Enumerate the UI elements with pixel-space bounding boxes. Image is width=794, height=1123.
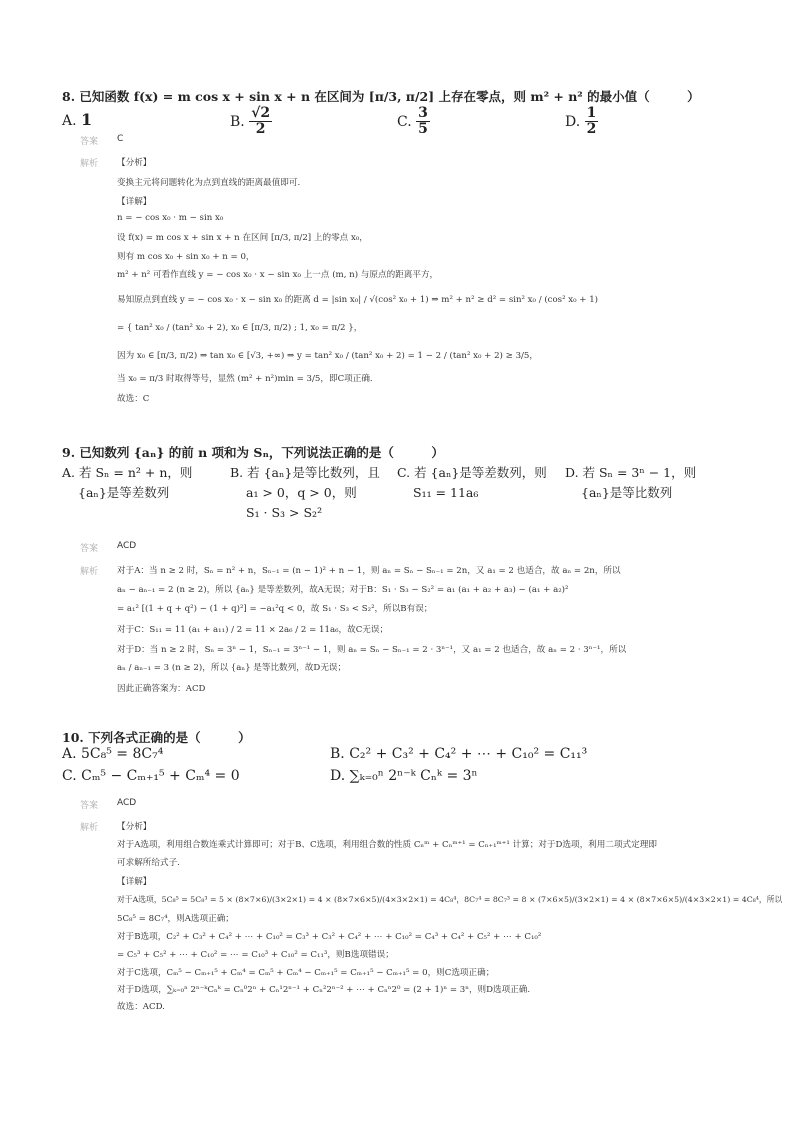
- analysis-line: 对于A选项，5C₈⁵ = 5C₈³ = 5 × (8×7×6)/(3×2×1) = 4 × (8×7×6×5)/(4×3×2×1) = 4C₈⁴，8C₇⁴ = 8C₇³ = 8 × (7×6×5)/(3×2×1) = 4 × (8×7×6×5)/(4×3×2×1) = 4C₈⁴，所以: [117, 895, 783, 904]
- option-line: A. 若 Sₙ = n² + n，则: [62, 465, 193, 480]
- analysis-line: 故选：C: [117, 394, 150, 404]
- analysis-line: 设 f(x) = m cos x + sin x + n 在区间 [π/3, π/2] 上的零点 x₀，: [117, 233, 368, 243]
- answer-label: 答案: [80, 544, 99, 554]
- fraction: [416, 106, 430, 138]
- analysis-line: 对于A：当 n ≥ 2 时，Sₙ = n² + n，Sₙ₋₁ = (n − 1)² + n − 1，则 aₙ = Sₙ − Sₙ₋₁ = 2n，又 a₁ = 2 也适合，故 aₙ = 2n，所以: [117, 566, 621, 576]
- analysis-line: m² + n² 可看作直线 y = − cos x₀ · x − sin x₀ 上一点 (m, n) 与原点的距离平方，: [117, 270, 439, 280]
- q8-option-c: [397, 106, 430, 138]
- analysis-line: 则有 m cos x₀ + sin x₀ + n = 0，: [117, 252, 255, 262]
- analysis-line: = a₁² [(1 + q + q²) − (1 + q)²] = −a₁²q < 0，故 S₁ · S₃ < S₂²，所以B有误；: [117, 604, 433, 614]
- analysis-line: 【分析】: [117, 822, 152, 832]
- fraction: [585, 106, 599, 138]
- question-8-title: 8. 已知函数 f(x) = m cos x + sin x + n 在区间为 [π/3, π/2] 上存在零点，则 m² + n² 的最小值（ ）: [62, 89, 700, 104]
- q10-option-d: D. ∑ₖ₌₀ⁿ 2ⁿ⁻ᵏ Cₙᵏ = 3ⁿ: [330, 768, 478, 784]
- numerator: 3: [418, 105, 428, 121]
- q8-option-d: [565, 106, 598, 138]
- option-label: A.: [62, 113, 82, 129]
- q9-option-c: [397, 463, 547, 503]
- answer-label: 答案: [80, 137, 99, 147]
- option-line: {aₙ}是等比数列: [581, 485, 673, 500]
- analysis-line: 可求解所给式子.: [117, 858, 180, 868]
- numerator: √2: [251, 105, 271, 121]
- analysis-line: 因为 x₀ ∈ [π/3, π/2) ⇒ tan x₀ ∈ [√3, +∞) ⇒ y = tan² x₀ / (tan² x₀ + 2) = 1 − 2 / (tan² x₀ + 2) ≥ 3/5，: [117, 351, 538, 361]
- option-label: D.: [565, 113, 585, 130]
- analysis-label: 解析: [80, 567, 99, 577]
- analysis-line: 对于C：S₁₁ = 11 (a₁ + a₁₁) / 2 = 11 × 2a₆ / 2 = 11a₆，故C无误；: [117, 625, 389, 635]
- option-value: 1: [81, 110, 93, 129]
- answer-label: 答案: [80, 801, 99, 811]
- answer-value: C: [117, 134, 124, 144]
- q9-option-a: [62, 463, 192, 503]
- option-line: a₁ > 0，q > 0，则: [246, 485, 357, 500]
- analysis-line: aₙ / aₙ₋₁ = 3 (n ≥ 2)，所以 {aₙ} 是等比数列，故D无误；: [117, 663, 347, 673]
- option-line: D. 若 Sₙ = 3ⁿ − 1，则: [565, 465, 697, 480]
- analysis-line: 对于D：当 n ≥ 2 时，Sₙ = 3ⁿ − 1，Sₙ₋₁ = 3ⁿ⁻¹ − 1，则 aₙ = Sₙ − Sₙ₋₁ = 2 · 3ⁿ⁻¹，又 a₁ = 2 也适合，故 aₙ = 2 · 3ⁿ⁻¹，所以: [117, 645, 627, 655]
- analysis-line: aₙ − aₙ₋₁ = 2 (n ≥ 2)，所以 {aₙ} 是等差数列，故A无误；对于B：S₁ · S₃ − S₂² = a₁ (a₁ + a₂ + a₃) − (a₁ + a₂)²: [117, 585, 569, 595]
- option-line: {aₙ}是等差数列: [78, 485, 170, 500]
- option-label: B.: [230, 113, 250, 130]
- denominator: 2: [586, 121, 597, 138]
- answer-value: ACD: [117, 798, 137, 808]
- analysis-line: 【分析】: [117, 158, 152, 168]
- q10-option-c: C. Cₘ⁵ − Cₘ₊₁⁵ + Cₘ⁴ = 0: [62, 768, 240, 784]
- option-line: S₁₁ = 11a₆: [413, 485, 479, 500]
- analysis-line: 变换主元将问题转化为点到直线的距离最值即可.: [117, 178, 301, 188]
- q8-option-a: [62, 110, 92, 129]
- analysis-line: 当 x₀ = π/3 时取得等号，显然 (m² + n²)min = 3/5，即C项正确.: [117, 374, 373, 384]
- q8-option-b: [230, 106, 272, 138]
- analysis-line: 易知原点到直线 y = − cos x₀ · x − sin x₀ 的距离 d = |sin x₀| / √(cos² x₀ + 1) ⇒ m² + n² ≥ d² = sin² x₀ / (cos² x₀ + 1): [117, 295, 599, 305]
- analysis-label: 解析: [80, 159, 99, 169]
- analysis-line: 5C₈⁵ = 8C₇⁴，则A选项正确；: [117, 914, 234, 924]
- analysis-line: 故选：ACD.: [117, 1002, 165, 1012]
- analysis-line: 【详解】: [117, 197, 152, 207]
- analysis-line: 因此正确答案为：ACD: [117, 684, 206, 694]
- option-line: C. 若 {aₙ}是等差数列，则: [397, 465, 547, 480]
- analysis-line: 【详解】: [117, 877, 152, 887]
- analysis-line: = { tan² x₀ / (tan² x₀ + 2), x₀ ∈ [π/3, π/2) ; 1, x₀ = π/2 }，: [117, 323, 363, 333]
- option-line: B. 若 {aₙ}是等比数列，且: [230, 465, 380, 480]
- option-line: S₁ · S₃ > S₂²: [246, 505, 323, 520]
- q10-option-a: A. 5C₈⁵ = 8C₇⁴: [62, 746, 164, 762]
- denominator: 5: [418, 121, 428, 138]
- option-label: C.: [397, 113, 417, 130]
- analysis-line: n = − cos x₀ · m − sin x₀: [117, 213, 224, 223]
- q9-option-b: [230, 463, 380, 523]
- fraction: [249, 106, 272, 138]
- answer-value: ACD: [117, 541, 137, 551]
- numerator: 1: [586, 105, 597, 121]
- analysis-label: 解析: [80, 823, 99, 833]
- q10-option-b: B. C₂² + C₃² + C₄² + ⋯ + C₁₀² = C₁₁³: [330, 746, 588, 762]
- analysis-line: 对于D选项，∑ₖ₌₀ⁿ 2ⁿ⁻ᵏCₙᵏ = Cₙ⁰2ⁿ + Cₙ¹2ⁿ⁻¹ + Cₙ²2ⁿ⁻² + ⋯ + Cₙⁿ2⁰ = (2 + 1)ⁿ = 3ⁿ，则D选项正确.: [117, 985, 531, 995]
- q9-option-d: [565, 463, 696, 503]
- analysis-line: 对于B选项，C₂² + C₃² + C₄² + ⋯ + C₁₀² = C₃³ + C₃² + C₄² + ⋯ + C₁₀² = C₄³ + C₄² + C₅² + ⋯ + C₁₀²: [117, 932, 542, 942]
- analysis-line: 对于A选项，利用组合数连乘式计算即可；对于B、C选项，利用组合数的性质 Cₙᵐ + Cₙᵐ⁺¹ = Cₙ₊₁ᵐ⁺¹ 计算；对于D选项，利用二项式定理即: [117, 840, 657, 850]
- analysis-line: 对于C选项，Cₘ⁵ − Cₘ₊₁⁵ + Cₘ⁴ = Cₘ⁵ + Cₘ⁴ − Cₘ₊₁⁵ = Cₘ₊₁⁵ − Cₘ₊₁⁵ = 0，则C选项正确；: [117, 968, 495, 978]
- question-10-title: 10. 下列各式正确的是（ ）: [62, 730, 251, 745]
- question-9-title: 9. 已知数列 {aₙ} 的前 n 项和为 Sₙ，下列说法正确的是（ ）: [62, 445, 444, 460]
- denominator: 2: [255, 121, 266, 138]
- analysis-line: = C₅³ + C₅² + ⋯ + C₁₀² = ⋯ = C₁₀³ + C₁₀² = C₁₁³，则B选项错误；: [117, 950, 394, 960]
